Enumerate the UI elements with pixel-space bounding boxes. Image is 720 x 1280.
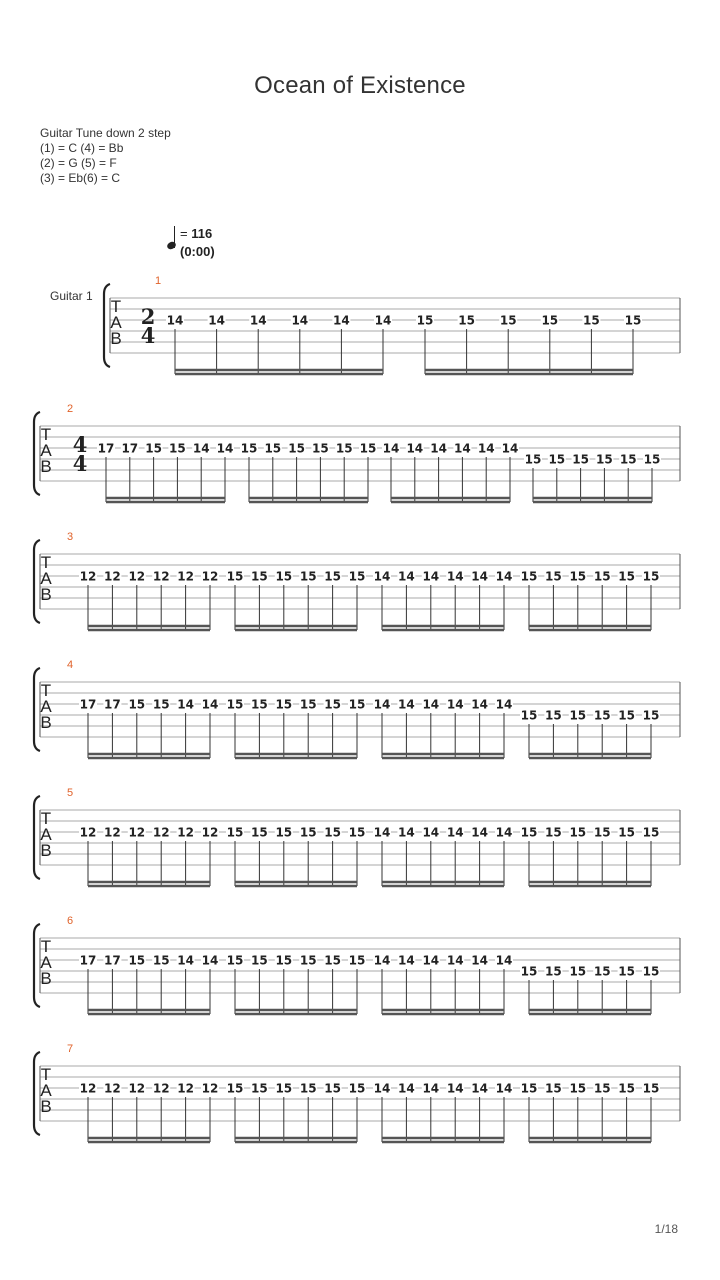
fret-number: 14 (471, 953, 488, 968)
fret-number: 12 (152, 825, 170, 840)
tab-clef-letter: A (40, 1081, 52, 1100)
fret-number: 15 (359, 441, 377, 456)
fret-number: 14 (373, 697, 391, 712)
fret-number: 15 (618, 569, 635, 584)
time-signature-top: 2 (140, 304, 156, 329)
fret-number: 14 (471, 1081, 488, 1096)
measure-number: 4 (67, 659, 74, 671)
fret-number: 12 (104, 1081, 121, 1096)
tab-clef-letter: A (40, 697, 52, 716)
tab-clef-letter: B (40, 969, 52, 988)
fret-number: 14 (373, 569, 391, 584)
fret-number: 14 (446, 697, 464, 712)
tab-clef-letter: B (40, 713, 52, 732)
fret-number: 15 (226, 569, 244, 584)
tab-clef-letter: B (40, 457, 52, 476)
fret-number: 15 (348, 825, 366, 840)
fret-number: 14 (422, 825, 440, 840)
fret-number: 14 (495, 825, 513, 840)
fret-number: 14 (495, 697, 513, 712)
fret-number: 15 (642, 1081, 660, 1096)
fret-number: 17 (79, 953, 97, 968)
fret-number: 15 (299, 825, 317, 840)
fret-number: 15 (458, 313, 475, 328)
tab-clef-letter: T (40, 809, 52, 828)
measure-number: 6 (67, 915, 74, 927)
fret-number: 14 (398, 825, 415, 840)
fret-number: 15 (324, 1081, 341, 1096)
fret-number: 15 (264, 441, 282, 456)
tuning-line: (3) = Eb(6) = C (40, 171, 121, 185)
fret-number: 15 (348, 953, 366, 968)
fret-number: 14 (177, 953, 194, 968)
fret-number: 15 (642, 708, 660, 723)
fret-number: 15 (348, 697, 366, 712)
fret-number: 15 (545, 825, 562, 840)
fret-number: 15 (251, 953, 268, 968)
fret-number: 14 (471, 825, 488, 840)
tab-clef-letter: T (110, 297, 122, 316)
fret-number: 14 (333, 313, 350, 328)
fret-number: 15 (128, 697, 146, 712)
fret-number: 15 (618, 964, 635, 979)
fret-number: 17 (104, 697, 121, 712)
fret-number: 14 (422, 953, 440, 968)
fret-number: 14 (373, 825, 391, 840)
time-signature-bottom: 4 (72, 451, 88, 476)
fret-number: 15 (299, 569, 317, 584)
fret-number: 14 (430, 441, 447, 456)
page-number: 1/18 (654, 1222, 678, 1236)
fret-number: 15 (128, 953, 146, 968)
fret-number: 15 (545, 1081, 562, 1096)
fret-number: 14 (495, 953, 513, 968)
fret-number: 15 (226, 1081, 244, 1096)
fret-number: 14 (471, 569, 488, 584)
fret-number: 15 (619, 452, 637, 467)
fret-number: 12 (104, 825, 121, 840)
fret-number: 12 (201, 1081, 219, 1096)
fret-number: 12 (104, 569, 121, 584)
fret-number: 12 (128, 825, 146, 840)
fret-number: 12 (152, 569, 170, 584)
measure-number: 3 (67, 531, 74, 543)
fret-number: 15 (642, 825, 660, 840)
fret-number: 15 (520, 569, 538, 584)
fret-number: 14 (374, 313, 392, 328)
fret-number: 12 (201, 569, 219, 584)
fret-number: 14 (446, 569, 464, 584)
fret-number: 15 (545, 708, 562, 723)
fret-number: 15 (275, 569, 293, 584)
fret-number: 15 (593, 964, 611, 979)
fret-number: 12 (201, 825, 219, 840)
tuning-header: Guitar Tune down 2 step (40, 126, 171, 140)
fret-number: 14 (373, 953, 391, 968)
fret-number: 12 (128, 1081, 146, 1096)
fret-number: 15 (548, 452, 566, 467)
fret-number: 15 (618, 825, 635, 840)
fret-number: 15 (275, 697, 293, 712)
fret-number: 15 (275, 1081, 293, 1096)
fret-number: 15 (643, 452, 661, 467)
fret-number: 15 (299, 697, 317, 712)
tab-clef-letter: B (40, 585, 52, 604)
fret-number: 15 (520, 825, 538, 840)
tab-clef-letter: A (40, 825, 52, 844)
fret-number: 14 (398, 1081, 415, 1096)
fret-number: 14 (422, 569, 440, 584)
fret-number: 12 (128, 569, 146, 584)
measure-number: 2 (67, 403, 74, 415)
fret-number: 14 (216, 441, 234, 456)
fret-number: 14 (208, 313, 225, 328)
tab-clef-letter: B (110, 329, 122, 348)
fret-number: 15 (348, 1081, 366, 1096)
song-title: Ocean of Existence (254, 72, 466, 99)
fret-number: 15 (251, 569, 268, 584)
fret-number: 15 (251, 1081, 268, 1096)
fret-number: 15 (569, 825, 587, 840)
system-bracket (34, 924, 40, 1007)
fret-number: 12 (177, 825, 194, 840)
fret-number: 15 (520, 1081, 538, 1096)
fret-number: 15 (169, 441, 186, 456)
fret-number: 12 (177, 569, 194, 584)
system-bracket (34, 1052, 40, 1135)
fret-number: 15 (520, 964, 538, 979)
fret-number: 15 (299, 953, 317, 968)
fret-number: 15 (618, 708, 635, 723)
fret-number: 15 (569, 708, 587, 723)
fret-number: 15 (324, 953, 341, 968)
fret-number: 17 (121, 441, 139, 456)
tab-clef-letter: A (40, 441, 52, 460)
fret-number: 15 (499, 313, 517, 328)
fret-number: 15 (145, 441, 162, 456)
fret-number: 15 (251, 697, 268, 712)
fret-number: 15 (275, 953, 293, 968)
measure-number: 7 (67, 1043, 74, 1055)
fret-number: 14 (422, 697, 440, 712)
fret-number: 14 (291, 313, 309, 328)
tab-clef-letter: B (40, 1097, 52, 1116)
tab-clef-letter: T (40, 425, 52, 444)
tuning-line: (1) = C (4) = Bb (40, 141, 124, 155)
system-bracket (34, 668, 40, 751)
fret-number: 12 (79, 825, 97, 840)
fret-number: 14 (454, 441, 471, 456)
fret-number: 14 (166, 313, 184, 328)
fret-number: 14 (192, 441, 210, 456)
track-name: Guitar 1 (50, 289, 93, 303)
tempo-time: (0:00) (180, 244, 215, 259)
fret-number: 15 (618, 1081, 635, 1096)
fret-number: 15 (251, 825, 268, 840)
fret-number: 15 (593, 1081, 611, 1096)
fret-number: 15 (240, 441, 258, 456)
fret-number: 15 (324, 825, 341, 840)
fret-number: 15 (520, 708, 538, 723)
measure-number: 5 (67, 787, 74, 799)
fret-number: 14 (446, 953, 464, 968)
fret-number: 15 (624, 313, 642, 328)
fret-number: 15 (596, 452, 613, 467)
fret-number: 14 (477, 441, 495, 456)
tab-clef-letter: T (40, 937, 52, 956)
fret-number: 15 (642, 569, 660, 584)
fret-number: 12 (79, 1081, 97, 1096)
fret-number: 15 (152, 953, 170, 968)
fret-number: 14 (398, 697, 415, 712)
tab-clef-letter: A (40, 569, 52, 588)
fret-number: 14 (373, 1081, 391, 1096)
tab-clef-letter: A (110, 313, 122, 332)
fret-number: 15 (226, 953, 244, 968)
fret-number: 14 (422, 1081, 440, 1096)
fret-number: 14 (446, 1081, 464, 1096)
fret-number: 14 (446, 825, 464, 840)
fret-number: 15 (348, 569, 366, 584)
fret-number: 17 (97, 441, 115, 456)
fret-number: 15 (569, 964, 587, 979)
fret-number: 14 (382, 441, 400, 456)
fret-number: 12 (152, 1081, 170, 1096)
fret-number: 15 (593, 708, 611, 723)
tab-clef-letter: B (40, 841, 52, 860)
fret-number: 15 (569, 569, 587, 584)
fret-number: 15 (226, 697, 244, 712)
fret-number: 14 (398, 569, 415, 584)
tab-clef-letter: T (40, 1065, 52, 1084)
fret-number: 15 (324, 569, 341, 584)
fret-number: 14 (201, 697, 219, 712)
tab-clef-letter: T (40, 681, 52, 700)
fret-number: 14 (249, 313, 267, 328)
fret-number: 14 (201, 953, 219, 968)
fret-number: 15 (642, 964, 660, 979)
fret-number: 12 (177, 1081, 194, 1096)
fret-number: 15 (545, 964, 562, 979)
fret-number: 15 (572, 452, 589, 467)
fret-number: 15 (593, 569, 611, 584)
fret-number: 15 (335, 441, 353, 456)
tab-clef-letter: T (40, 553, 52, 572)
tempo-bpm: = 116 (180, 226, 213, 241)
fret-number: 14 (398, 953, 415, 968)
fret-number: 15 (312, 441, 329, 456)
fret-number: 15 (275, 825, 293, 840)
fret-number: 15 (541, 313, 559, 328)
fret-number: 14 (495, 569, 513, 584)
measure-number: 1 (155, 275, 162, 287)
fret-number: 17 (79, 697, 97, 712)
fret-number: 15 (299, 1081, 317, 1096)
fret-number: 15 (545, 569, 562, 584)
system-bracket (104, 284, 110, 367)
fret-number: 15 (288, 441, 305, 456)
fret-number: 14 (501, 441, 519, 456)
fret-number: 14 (495, 1081, 513, 1096)
tab-clef-letter: A (40, 953, 52, 972)
system-bracket (34, 412, 40, 495)
time-signature-top: 4 (72, 432, 88, 457)
fret-number: 12 (79, 569, 97, 584)
fret-number: 14 (406, 441, 424, 456)
system-bracket (34, 540, 40, 623)
fret-number: 17 (104, 953, 121, 968)
fret-number: 15 (593, 825, 611, 840)
system-bracket (34, 796, 40, 879)
fret-number: 15 (152, 697, 170, 712)
time-signature-bottom: 4 (140, 323, 156, 348)
fret-number: 15 (226, 825, 244, 840)
fret-number: 14 (471, 697, 488, 712)
fret-number: 15 (324, 697, 341, 712)
fret-number: 15 (569, 1081, 587, 1096)
fret-number: 15 (524, 452, 542, 467)
fret-number: 15 (416, 313, 434, 328)
fret-number: 15 (583, 313, 600, 328)
fret-number: 14 (177, 697, 194, 712)
tuning-line: (2) = G (5) = F (40, 156, 117, 170)
